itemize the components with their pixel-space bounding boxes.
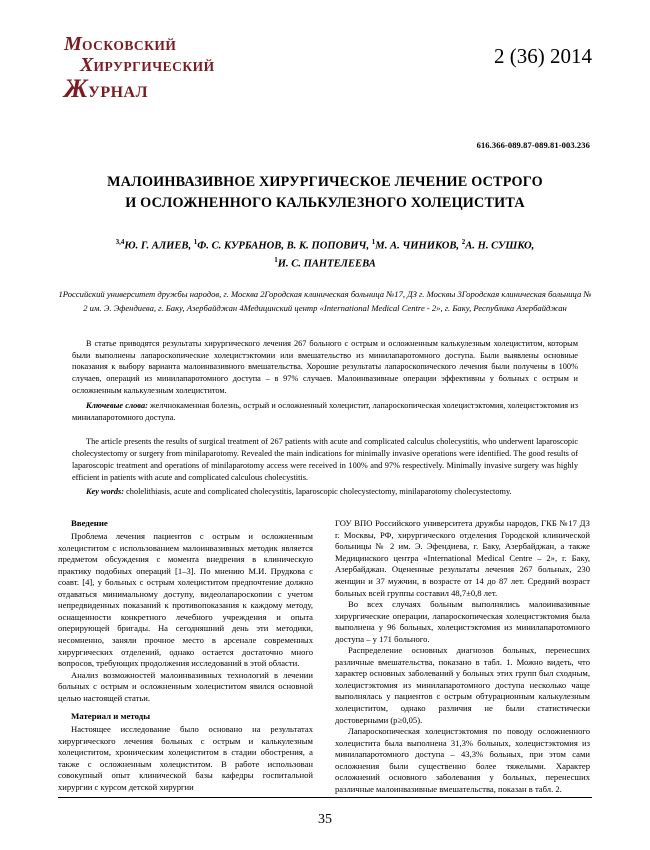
issue-number: 2 (36) 2014	[494, 44, 592, 68]
paragraph-methods-2: ГОУ ВПО Российского университета дружбы народов, ГКБ №17 ДЗ г. Москвы, РФ, хирургического отделения Городской клинической больницы № 2 им. Э. Эфендиева, г. Баку, Азербайджан, а также Медицинского центра «International Medical Centre – 2», г. Баку, Азербайджан. Оцененные результаты лечения 267 больных, 230 женщин и 37 мужчин, в возрасте от 14 до 87 лет. Средний возраст больных всей группы составил 48,7±0,8 лет.	[335, 518, 590, 598]
author-line-2: $^1$И. С. ПАНТЕЛЕЕВА	[274, 255, 376, 270]
page-number: 35	[318, 812, 332, 827]
masthead	[58, 30, 592, 122]
section-heading-introduction: Введение	[71, 518, 108, 529]
logo-cap-2: Х	[80, 54, 94, 76]
logo-rest-3: УРНАЛ	[88, 84, 149, 101]
logo-rest-2: ИРУРГИЧЕСКИЙ	[93, 59, 215, 74]
section-heading-methods: Материал и методы	[71, 711, 151, 722]
logo-cap-1: М	[64, 33, 82, 55]
title-line-2: И ОСЛОЖНЕННОГО КАЛЬКУЛЕЗНОГО ХОЛЕЦИСТИТА	[125, 194, 525, 211]
keywords-ru: желчнокаменная болезнь, острый и осложненный холецистит, лапароскопическая холецистэктомия, холецистэктомия из минилапаротомного доступа.	[72, 400, 578, 422]
paragraph-intro-1: Проблема лечения пациентов с острым и осложненным холециститом с использованием малоинвазивных методик является предметом обсуждения с момента внедрения в клиническую практику подобных операций [1–3]. По мнению М.И. Прудкова с соавт. [4], у больных с острым холециститом предпочтение должно отдаваться минимальному доступу, видеолапароскопии с учетом непредвиденных показаний к противопоказания к каждому методу, оснащенности конкретного лечебного учреждения и опыта оперирующей бригады. На сегодняшний день эти методики, несомненно, заняли прочное место в арсенале современных хирургических отделений, однако остается достаточно много вопросов, требующих продолжения исследований в этой области.	[58, 531, 313, 669]
abstract-en-keywords	[72, 486, 578, 498]
journal-logo	[64, 34, 234, 102]
author-line-1: $^{3,4}$Ю. Г. АЛИЕВ, $^1$Ф. С. КУРБАНОВ, В. К. ПОПОВИЧ, $^1$М. А. ЧИНИКОВ, $^2$А. Н. СУШКО,	[115, 238, 535, 252]
affiliation-list: 1Российский университет дружбы народов, г. Москва 2Городская клиническая больница №17, ДЗ г. Москвы 3Городская клиническая больница № 2 им. Э. Эфендиева, г. Баку, Азербайджан 4Медицинский центр «International Medical Centre - 2», г. Баку, Республика Азербайджан	[58, 289, 592, 313]
logo-rest-1: ОСКОВСКИЙ	[81, 38, 177, 53]
udc-code: 616.366-089.87-089.81-003.236	[476, 140, 590, 150]
abstract-en-text: The article presents the results of surgical treatment of 267 patients with acute and complicated calculus cholecystitis, who underwent laparoscopic cholecystectomy or surgery from minilaparotomy. Revealed the main indications for minimally invasive operations were identified. The good results of laparoscopic treatment and operations of minilaparotomy access were received in 100% and 97% respectively. Minimally invasive surgery was highly efficient in patients with acute and complicated calculous cholecystitis.	[72, 437, 578, 482]
column-left	[58, 518, 313, 795]
footer-divider	[58, 797, 592, 798]
keywords-label-ru: Ключевые слова:	[86, 400, 148, 410]
logo-cap-3: Ж	[64, 74, 89, 103]
keywords-label-en: Key words:	[86, 487, 125, 497]
abstract-ru-keywords	[72, 400, 578, 424]
keywords-en: cholelithiasis, acute and complicated cholecystitis, laparoscopic cholecystectomy, minilaparotomy cholecystectomy.	[126, 487, 512, 497]
page-title	[58, 172, 592, 213]
paragraph-methods-1: Настоящее исследование было основано на результатах хирургического лечения больных с острым и калькулезным холециститом, хроническим холециститом в стадии обострения, а также с осложненным холециститом. В работе использован совокупный опыт клинической базы кафедры госпитальной хирургии с курсом детской хирургии	[58, 724, 313, 792]
author-list	[58, 237, 592, 272]
paragraph-methods-5: Лапароскопическая холецистэктомия по поводу осложненного холецистита была выполнена 31,3% больных, холецистэктомия из минилапаротомного доступа – 43,3% больных, при этом сами осложнения были существенно более тяжелыми. Характер осложнений основного заболевания у больных, перенесших различные малоинвазивные вмешательства, показан в табл. 2.	[335, 726, 590, 794]
body-columns	[58, 518, 592, 795]
logo-line-1	[64, 34, 234, 54]
paragraph-intro-2: Анализ возможностей малоинвазивных технологий в лечении больных с острым и осложненным холециститом явился основной целью настоящей статьи.	[58, 669, 313, 703]
abstract-ru-text: В статье приводятся результаты хирургического лечения 267 больного с острым и осложненным калькулезным холециститом, которым были выполнены лапароскопические холецистэктомии или вмешательство из минилапаротомного доступа. Были выявлены основные показания к выбору варианта малоинвазивного вмешательства. Хорошие результаты лапароскопического лечения были получены в 100% случаев, операций из минилапаротомного доступа – в 97% случаев. Малоинвазивные операции эффективны у больных с острым и осложненным калькулезным холециститом.	[72, 338, 578, 395]
paragraph-methods-4: Распределение основных диагнозов больных, перенесших различные вмешательства, показано в табл. 1. Можно видеть, что характер основных заболеваний у больных этих групп был сходным, холецистэктомия из минилапаротомного доступа несколько чаще выполнялась у пациентов с острым обтурационным калькулезным холециститом, однако различия не были статистически достоверными (p≥0,05).	[335, 645, 590, 725]
abstract-en-block	[72, 436, 578, 498]
column-right	[335, 518, 590, 795]
logo-line-3	[64, 76, 234, 102]
title-line-1: МАЛОИНВАЗИВНОЕ ХИРУРГИЧЕСКОЕ ЛЕЧЕНИЕ ОСТРОГО	[107, 174, 543, 190]
paragraph-methods-3: Во всех случаях больным выполнялись малоинвазивные хирургические операции, лапароскопическая холецистэктомия была выполнена у 96 больных, холецистэктомия из минилапаротомного доступа – у 171 больного.	[335, 599, 590, 644]
abstract-block	[58, 338, 592, 498]
article-page	[0, 30, 650, 850]
logo-line-2	[80, 55, 234, 75]
